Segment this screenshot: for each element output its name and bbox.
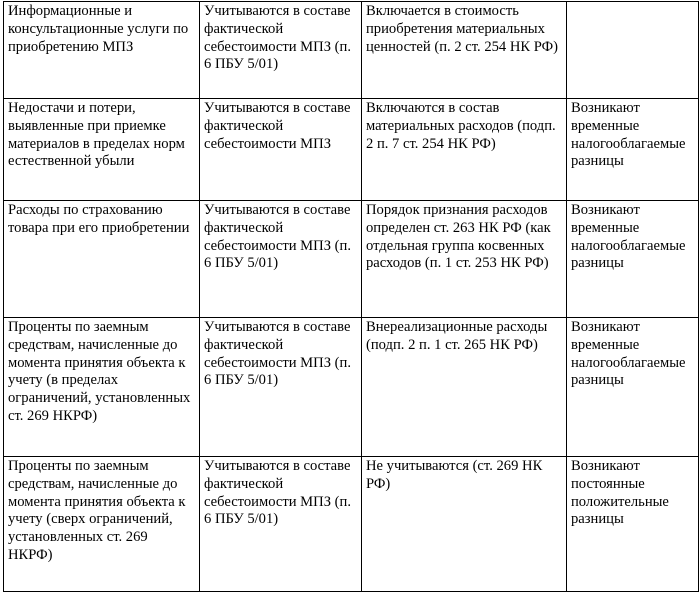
tax-cell: Порядок признания расходов определен ст. 263 НК РФ (как отдельная группа косвенных расходов (п. 1 ст. 253 НК РФ) [362,201,567,318]
expense-cell: Недостачи и потери, выявленные при приемке материалов в пределах норм естественной убыли [4,99,200,201]
differences-cell: Возникают временные налогооблагаемые разницы [567,318,699,457]
accounting-cell: Учитываются в составе фактической себестоимости МПЗ (п. 6 ПБУ 5/01) [200,457,362,592]
expense-cell: Информационные и консультационные услуги по приобретению МПЗ [4,2,200,99]
table-row [4,2,699,99]
accounting-cell: Учитываются в составе фактической себестоимости МПЗ (п. 6 ПБУ 5/01) [200,201,362,318]
expense-cell: Расходы по страхованию товара при его приобретении [4,201,200,318]
table-row [4,201,699,318]
tax-cell: Не учитываются (ст. 269 НК РФ) [362,457,567,592]
differences-cell: Возникают временные налогооблагаемые разницы [567,99,699,201]
comparison-table [3,1,699,592]
differences-cell: Возникают постоянные положительные разницы [567,457,699,592]
expense-cell: Проценты по заемным средствам, начисленные до момента принятия объекта к учету (сверх ограничений, установленных ст. 269 НКРФ) [4,457,200,592]
table-row [4,99,699,201]
accounting-cell: Учитываются в составе фактической себестоимости МПЗ (п. 6 ПБУ 5/01) [200,2,362,99]
differences-cell: Возникают временные налогооблагаемые разницы [567,201,699,318]
tax-cell: Включается в стоимость приобретения материальных ценностей (п. 2 ст. 254 НК РФ) [362,2,567,99]
table-row [4,318,699,457]
tax-cell: Включаются в состав материальных расходов (подп. 2 п. 7 ст. 254 НК РФ) [362,99,567,201]
accounting-cell: Учитываются в составе фактической себестоимости МПЗ (п. 6 ПБУ 5/01) [200,318,362,457]
accounting-cell: Учитываются в составе фактической себестоимости МПЗ [200,99,362,201]
differences-cell [567,2,699,99]
table-row [4,457,699,592]
tax-cell: Внереализационные расходы (подп. 2 п. 1 ст. 265 НК РФ) [362,318,567,457]
expense-cell: Проценты по заемным средствам, начисленные до момента принятия объекта к учету (в пределах ограничений, установленных ст. 269 НКРФ) [4,318,200,457]
